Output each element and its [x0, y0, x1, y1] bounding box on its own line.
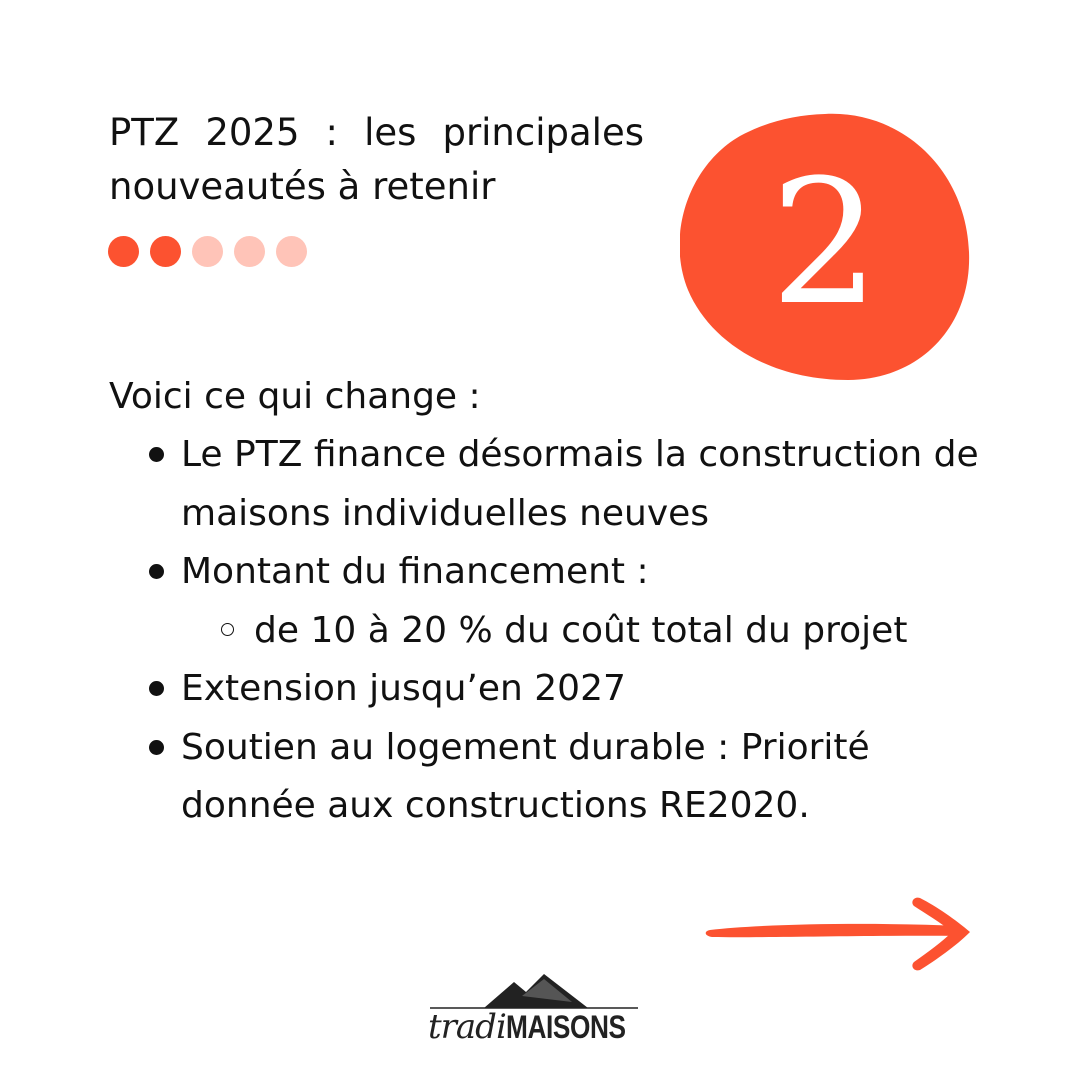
logo-maisons: MAISONS — [505, 1009, 626, 1045]
sub-bullet-item — [181, 602, 999, 661]
bullet-text: Montant du financement : — [181, 551, 649, 592]
progress-dot-5 — [276, 236, 307, 267]
progress-dot-2 — [150, 236, 181, 267]
progress-dots — [108, 236, 307, 267]
progress-dot-1 — [108, 236, 139, 267]
bullet-item — [109, 543, 999, 660]
bullet-item — [109, 426, 999, 543]
brand-logo — [426, 970, 642, 1054]
arrow-right-icon[interactable] — [700, 890, 980, 980]
bullet-item — [109, 719, 999, 836]
sub-bullet-text: de 10 à 20 % du coût total du projet — [254, 609, 908, 651]
progress-dot-4 — [234, 236, 265, 267]
page-title: PTZ 2025 : les principales nouveautés à retenir — [109, 111, 644, 208]
slide-number: 2 — [770, 142, 880, 343]
bullet-text: Le PTZ finance désormais la construction de maisons individuelles neuves — [181, 434, 979, 534]
logo-tradi: tradi — [428, 1007, 506, 1047]
bullet-text: Extension jusqu’en 2027 — [181, 668, 626, 709]
sub-bullet-list — [181, 602, 999, 661]
progress-dot-3 — [192, 236, 223, 267]
bullet-item — [109, 660, 999, 719]
bullet-list — [109, 426, 999, 836]
intro-text: Voici ce qui change : — [109, 376, 481, 417]
bullet-text: Soutien au logement durable : Priorité donnée aux constructions RE2020. — [181, 726, 870, 826]
